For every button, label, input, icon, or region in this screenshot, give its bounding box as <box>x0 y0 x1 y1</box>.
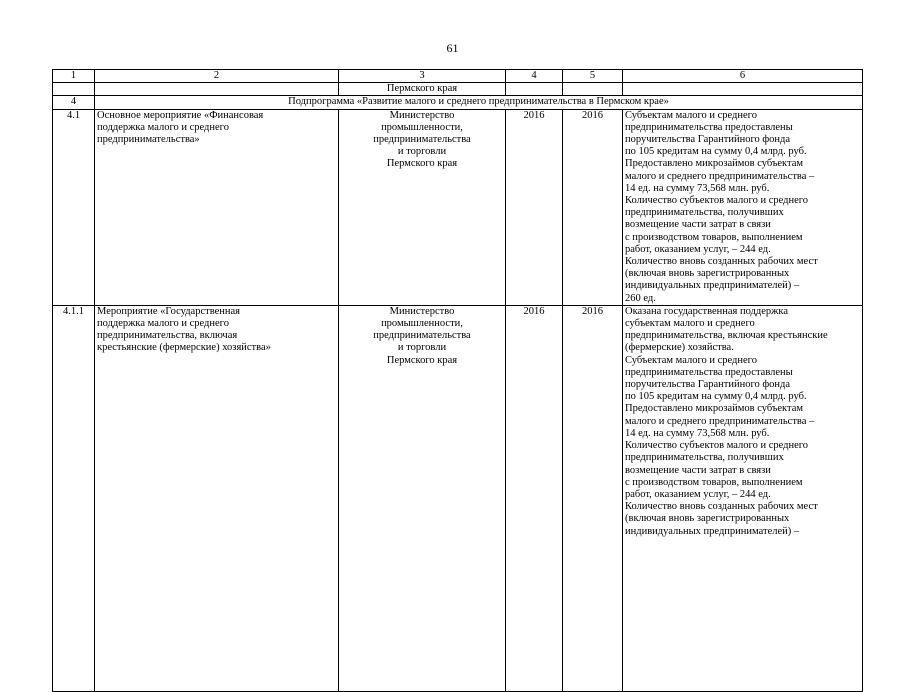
activity-name: Мероприятие «Государственная поддержка малого и среднего предпринимательства, включая крестьянские (фермерские) хозяйства» <box>95 305 339 691</box>
year-end: 2016 <box>563 109 623 305</box>
activities-table <box>52 69 863 692</box>
header-col-3: 3 <box>339 70 506 83</box>
row-number: 4.1.1 <box>53 305 95 691</box>
year-end: 2016 <box>563 305 623 691</box>
subprogram-title: Подпрограмма «Развитие малого и среднего предпринимательства в Пермском крае» <box>95 96 863 109</box>
header-col-1: 1 <box>53 70 95 83</box>
row-number: 4.1 <box>53 109 95 305</box>
column-numbers-row <box>53 70 863 83</box>
expected-result: Оказана государственная поддержка субъектам малого и среднего предпринимательства, включая крестьянские (фермерские) хозяйства. Субъектам малого и среднего предпринимательства предоставлены поручительства Гарантийного фонда по 105 кредитам на сумму 0,4 млрд. руб. Предоставлено микрозаймов субъектам малого и среднего предпринимательства – 14 ед. на сумму 73,568 млн. руб. Количество субъектов малого и среднего предпринимательства, получивших возмещение части затрат в связи с производством товаров, выполнением работ, оказанием услуг, – 244 ед. Количество вновь созданных рабочих мест (включая вновь зарегистрированных индивидуальных предпринимателей) – <box>623 305 863 691</box>
header-col-2: 2 <box>95 70 339 83</box>
header-col-5: 5 <box>563 70 623 83</box>
subprogram-row <box>53 96 863 109</box>
year-start: 2016 <box>506 109 563 305</box>
subprogram-number: 4 <box>53 96 95 109</box>
header-col-4: 4 <box>506 70 563 83</box>
expected-result: Субъектам малого и среднего предпринимательства предоставлены поручительства Гарантийного фонда по 105 кредитам на сумму 0,4 млрд. руб. Предоставлено микрозаймов субъектам малого и среднего предпринимательства – 14 ед. на сумму 73,568 млн. руб. Количество субъектов малого и среднего предпринимательства, получивших возмещение части затрат в связи с производством товаров, выполнением работ, оказанием услуг, – 244 ед. Количество вновь созданных рабочих мест (включая вновь зарегистрированных индивидуальных предпринимателей) – 260 ед. <box>623 109 863 305</box>
continuation-executor: Пермского края <box>339 83 506 96</box>
page-number: 61 <box>446 41 459 55</box>
table-row <box>53 109 863 305</box>
activity-name: Основное мероприятие «Финансовая поддержка малого и среднего предпринимательства» <box>95 109 339 305</box>
executor: Министерство промышленности, предпринимательства и торговли Пермского края <box>339 109 506 305</box>
table-row <box>53 305 863 691</box>
year-start: 2016 <box>506 305 563 691</box>
header-col-6: 6 <box>623 70 863 83</box>
continuation-row <box>53 83 863 96</box>
executor: Министерство промышленности, предпринимательства и торговли Пермского края <box>339 305 506 691</box>
